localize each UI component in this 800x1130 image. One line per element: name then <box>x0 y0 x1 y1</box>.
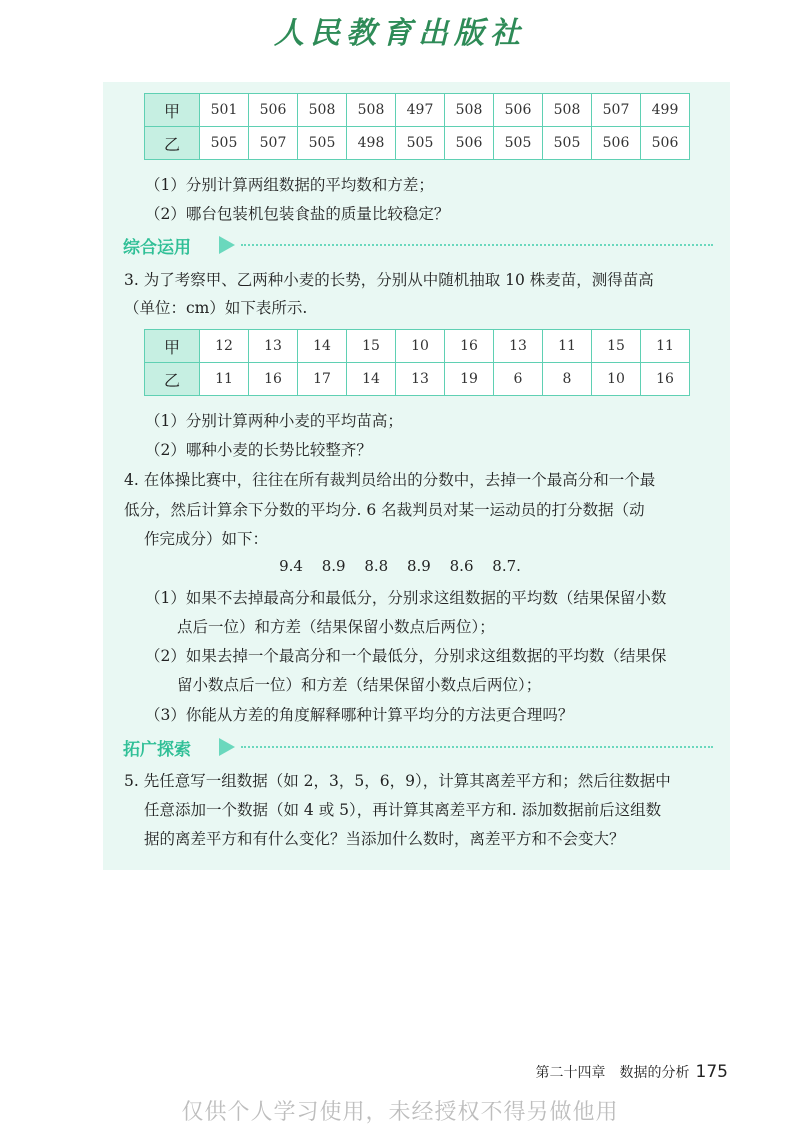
page-footer <box>536 1062 728 1082</box>
publisher-logo: 人民教育出版社 <box>274 16 526 51</box>
q4-line2: 低分，然后计算余下分数的平均分. 6 名裁判员对某一运动员的打分数据（动 <box>124 501 645 519</box>
table-cell: 501 <box>200 94 249 127</box>
q3-sub2: （2）哪种小麦的长势比较整齐？ <box>145 441 372 459</box>
table-cell: 11 <box>200 363 249 396</box>
watermark-text: 仅供个人学习使用，未经授权不得另做他用 <box>181 1100 619 1125</box>
row-label: 甲 <box>145 330 200 363</box>
q5-line3: 据的离差平方和有什么变化？当添加什么数时，离差平方和不会变大？ <box>144 830 625 848</box>
table-row <box>145 330 690 363</box>
table-cell: 16 <box>641 363 690 396</box>
table-cell: 505 <box>494 127 543 160</box>
score-value: 8.9 <box>407 557 431 575</box>
dotted-divider <box>241 244 713 246</box>
wheat-height-table <box>144 329 690 396</box>
table-cell: 505 <box>200 127 249 160</box>
section-header-comprehensive <box>123 233 713 257</box>
row-label: 甲 <box>145 94 200 127</box>
score-value: 8.6 <box>449 557 474 575</box>
table-cell: 507 <box>592 94 641 127</box>
table-cell: 505 <box>298 127 347 160</box>
q2-sub1: （1）分别计算两组数据的平均数和方差； <box>145 176 434 194</box>
table-cell: 506 <box>641 127 690 160</box>
table-row <box>145 127 690 160</box>
section-title: 综合运用 <box>123 238 191 258</box>
table-cell: 506 <box>249 94 298 127</box>
table-cell: 505 <box>543 127 592 160</box>
q4-sub1-b: 点后一位）和方差（结果保留小数点后两位）； <box>177 618 495 636</box>
table-row <box>145 363 690 396</box>
arrow-icon <box>219 738 235 756</box>
table-cell: 17 <box>298 363 347 396</box>
table-cell: 14 <box>347 363 396 396</box>
table-cell: 11 <box>641 330 690 363</box>
score-value: 8.7. <box>492 557 521 575</box>
table-cell: 10 <box>592 363 641 396</box>
table-cell: 508 <box>298 94 347 127</box>
q4-line1: 4. 在体操比赛中，往往在所有裁判员给出的分数中，去掉一个最高分和一个最 <box>124 471 656 489</box>
q5-line1: 5. 先任意写一组数据（如 2，3，5，6，9），计算其离差平方和；然后往数据中 <box>124 772 671 790</box>
table-cell: 16 <box>445 330 494 363</box>
q3-line1: 3. 为了考察甲、乙两种小麦的长势，分别从中随机抽取 10 株麦苗，测得苗高 <box>124 271 654 289</box>
q4-sub1-a: （1）如果不去掉最高分和最低分，分别求这组数据的平均数（结果保留小数 <box>145 589 667 607</box>
table-cell: 15 <box>347 330 396 363</box>
table-cell: 16 <box>249 363 298 396</box>
table-cell: 8 <box>543 363 592 396</box>
table-cell: 506 <box>494 94 543 127</box>
q4-sub3: （3）你能从方差的角度解释哪种计算平均分的方法更合理吗？ <box>145 706 574 724</box>
section-header-explore <box>123 735 713 759</box>
table-cell: 10 <box>396 330 445 363</box>
table-cell: 19 <box>445 363 494 396</box>
q3-line2: （单位：cm）如下表所示. <box>124 299 308 317</box>
table-row <box>145 94 690 127</box>
table-cell: 508 <box>445 94 494 127</box>
table-cell: 11 <box>543 330 592 363</box>
table-cell: 13 <box>396 363 445 396</box>
q5-line2: 任意添加一个数据（如 4 或 5），再计算其离差平方和. 添加数据前后这组数 <box>144 801 662 819</box>
score-value: 8.9 <box>321 557 346 575</box>
table-cell: 14 <box>298 330 347 363</box>
row-label: 乙 <box>145 363 200 396</box>
chapter-title: 第二十四章 数据的分析 <box>535 1065 690 1081</box>
table-cell: 508 <box>347 94 396 127</box>
q4-line3: 作完成分）如下： <box>144 530 269 548</box>
score-value: 8.8 <box>364 557 389 575</box>
table-cell: 497 <box>396 94 445 127</box>
table-cell: 15 <box>592 330 641 363</box>
score-value: 9.4 <box>279 557 303 575</box>
table-cell: 508 <box>543 94 592 127</box>
table-cell: 12 <box>200 330 249 363</box>
table-cell: 13 <box>494 330 543 363</box>
dotted-divider <box>241 746 713 748</box>
table-cell: 507 <box>249 127 298 160</box>
table-cell: 13 <box>249 330 298 363</box>
table-cell: 506 <box>445 127 494 160</box>
table-cell: 499 <box>641 94 690 127</box>
q3-sub1: （1）分别计算两种小麦的平均苗高； <box>145 412 403 430</box>
table-cell: 505 <box>396 127 445 160</box>
packing-data-table <box>144 93 690 160</box>
table-cell: 6 <box>494 363 543 396</box>
q2-sub2: （2）哪台包装机包装食盐的质量比较稳定？ <box>145 205 450 223</box>
row-label: 乙 <box>145 127 200 160</box>
table-cell: 506 <box>592 127 641 160</box>
q4-sub2-b: 留小数点后一位）和方差（结果保留小数点后两位）； <box>177 676 542 694</box>
arrow-icon <box>219 236 235 254</box>
page-number: 175 <box>695 1062 728 1082</box>
q4-sub2-a: （2）如果去掉一个最高分和一个最低分，分别求这组数据的平均数（结果保 <box>145 647 667 665</box>
table-cell: 498 <box>347 127 396 160</box>
section-title: 拓广探索 <box>123 740 191 760</box>
score-list <box>0 557 800 575</box>
